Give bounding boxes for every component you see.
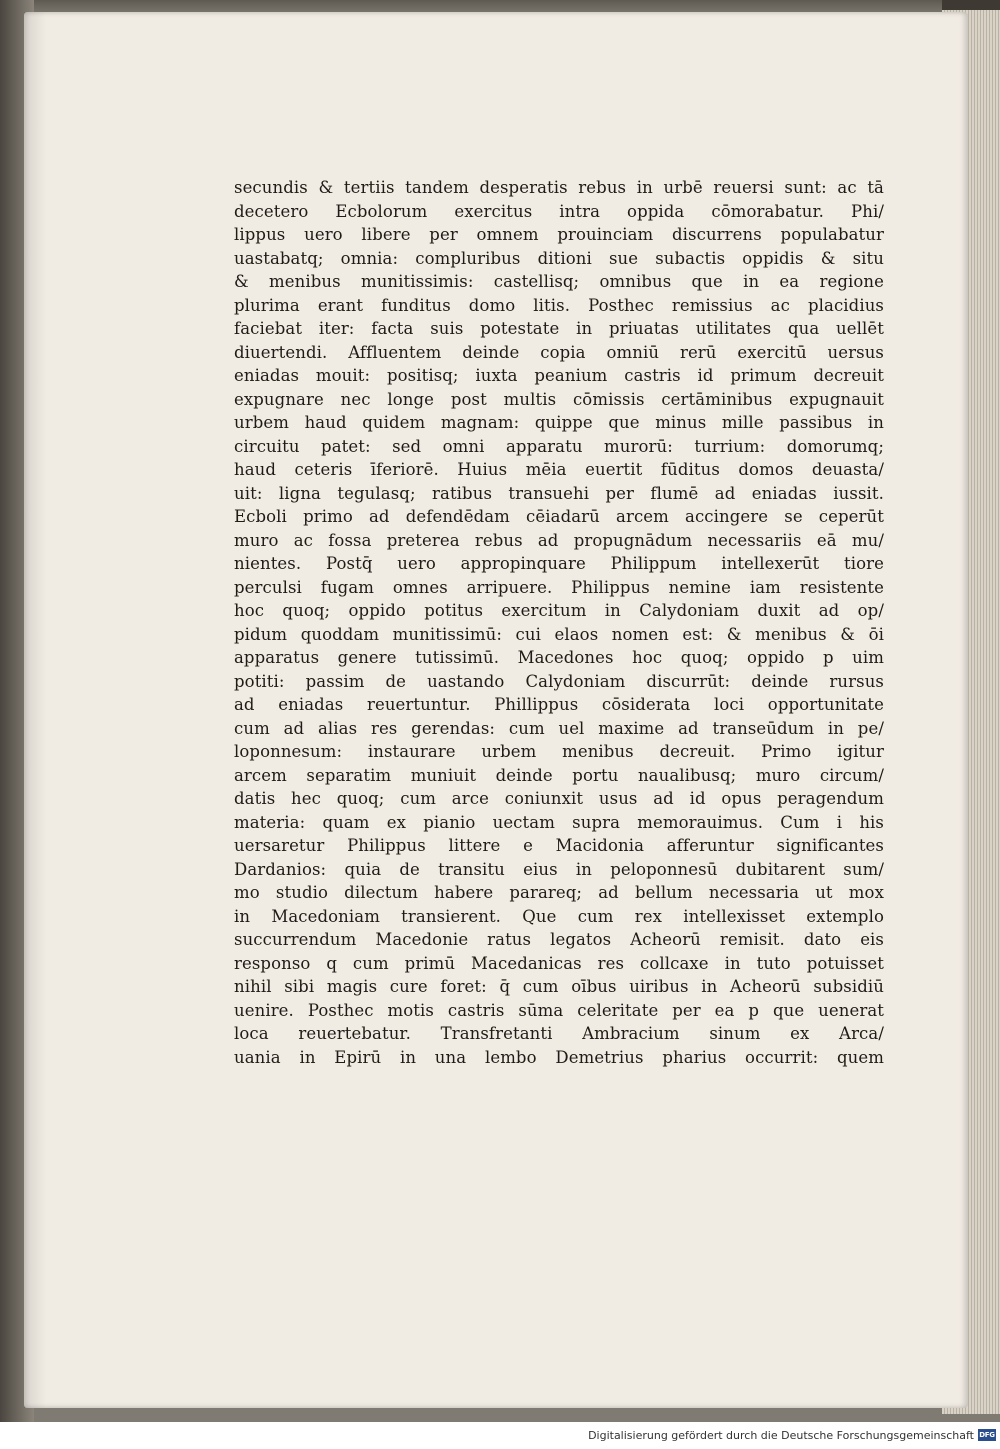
text-line: haud ceteris īferiorē. Huius mēia euertit fūditus domos deuasta/ <box>234 460 884 479</box>
text-line: muro ac fossa preterea rebus ad propugnādum necessariis eā mu/ <box>234 530 884 550</box>
text-line: uastabatq; omnia: compluribus ditioni sue subactis oppidis & situ <box>234 248 884 268</box>
text-line: expugnare nec longe post multis cōmissis certāminibus expugnauit <box>234 389 884 409</box>
text-line: hoc quoq; oppido potitus exercitum in Calydoniam duxit ad op/ <box>234 601 884 620</box>
text-line: perculsi fugam omnes arripuere. Philippus nemine iam resistente <box>234 577 884 597</box>
text-line: Ecboli primo ad defendēdam cēiadarū arcem accingere se ceperūt <box>234 507 884 526</box>
text-line: urbem haud quidem magnam: quippe que minus mille passibus in <box>234 413 884 432</box>
text-line: pidum quoddam munitissimū: cui elaos nomen est: & menibus & ōi <box>234 624 884 644</box>
text-line: uersaretur Philippus littere e Macidonia afferuntur significantes <box>234 836 884 855</box>
text-line: uit: ligna tegulasq; ratibus transuehi per flumē ad eniadas iussit. <box>234 483 884 503</box>
text-line: lippus uero libere per omnem prouinciam discurrens populabatur <box>234 225 884 244</box>
dfg-logo-icon: DFG <box>979 1431 995 1439</box>
text-line: succurrendum Macedonie ratus legatos Acheorū remisit. dato eis <box>234 930 884 949</box>
text-line: loca reuertebatur. Transfretanti Ambracium sinum ex Arca/ <box>234 1024 884 1043</box>
text-line: loponnesum: instaurare urbem menibus decreuit. Primo igitur <box>234 742 884 761</box>
text-line: faciebat iter: facta suis potestate in priuatas utilitates qua uellēt <box>234 319 884 338</box>
text-line: ad eniadas reuertuntur. Phillippus cōsiderata loci opportunitate <box>234 695 884 714</box>
text-line: uenire. Posthec motis castris sūma celeritate per ea p que uenerat <box>234 1000 884 1020</box>
spine-shade <box>24 12 46 1408</box>
text-line: arcem separatim muniuit deinde portu naualibusq; muro circum/ <box>234 765 884 785</box>
footer-credit: Digitalisierung gefördert durch die Deutsche Forschungsgemeinschaft <box>588 1429 974 1442</box>
text-line: responso q cum primū Macedanicas res collcaxe in tuto potuisset <box>234 953 884 973</box>
text-line: eniadas mouit: positisq; iuxta peanium castris id primum decreuit <box>234 366 884 385</box>
footer-bar <box>0 1422 1000 1449</box>
text-line: cum ad alias res gerendas: cum uel maxime ad transeūdum in pe/ <box>234 718 884 738</box>
text-line: mo studio dilectum habere parareq; ad bellum necessaria ut mox <box>234 883 884 902</box>
text-line: nientes. Postq̄ uero appropinquare Philippum intellexerūt tiore <box>234 554 884 573</box>
text-line: apparatus genere tutissimū. Macedones hoc quoq; oppido p uim <box>234 648 884 667</box>
text-line: decetero Ecbolorum exercitus intra oppida cōmorabatur. Phi/ <box>234 201 884 221</box>
text-line: potiti: passim de uastando Calydoniam discurrūt: deinde rursus <box>234 671 884 691</box>
text-line: Dardanios: quia de transitu eius in peloponnesū dubitarent sum/ <box>234 859 884 879</box>
text-line: datis hec quoq; cum arce coniunxit usus ad id opus peragendum <box>234 789 884 808</box>
text-line: diuertendi. Affluentem deinde copia omniū rerū exercitū uersus <box>234 342 884 362</box>
text-line: materia: quam ex pianio uectam supra memorauimus. Cum i his <box>234 812 884 832</box>
text-line: secundis & tertiis tandem desperatis rebus in urbē reuersi sunt: ac tā <box>234 178 884 197</box>
text-line: in Macedoniam transierent. Que cum rex intellexisset extemplo <box>234 906 884 926</box>
text-line: nihil sibi magis cure foret: q̄ cum oībus uiribus in Acheorū subsidiū <box>234 977 884 996</box>
text-line: plurima erant funditus domo litis. Posthec remissius ac placidius <box>234 295 884 315</box>
body-text <box>234 176 884 1069</box>
text-line: circuitu patet: sed omni apparatu murorū: turrium: domorumq; <box>234 436 884 456</box>
text-line: uania in Epirū in una lembo Demetrius pharius occurrit: quem <box>234 1047 884 1067</box>
text-line: & menibus munitissimis: castellisq; omnibus que in ea regione <box>234 272 884 291</box>
